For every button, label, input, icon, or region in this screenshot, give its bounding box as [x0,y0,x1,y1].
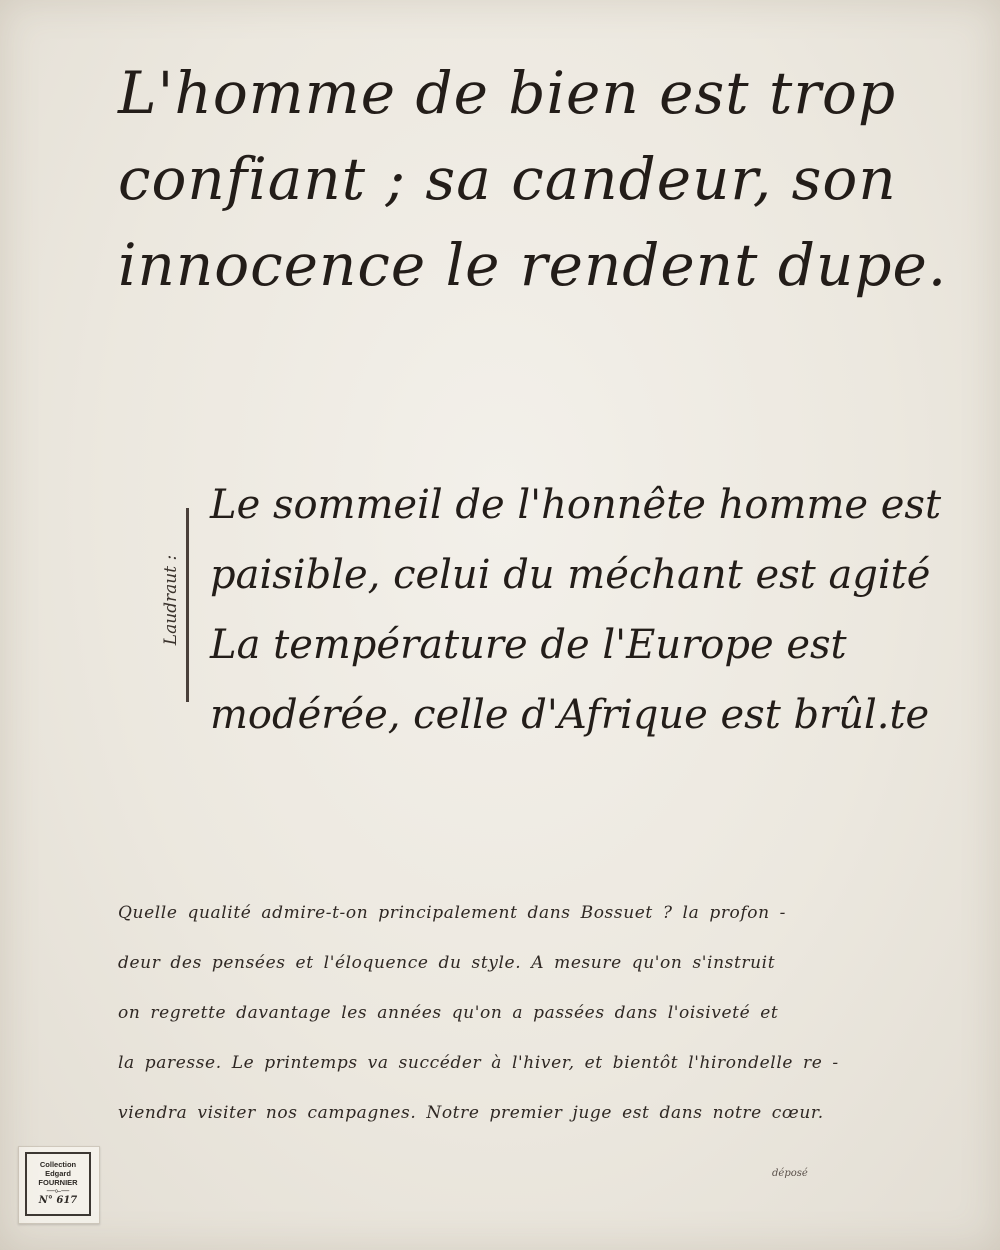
medium-script-block [210,470,942,750]
large-script-block [118,50,948,308]
stamp-ornament-icon: —⟜— [46,1186,70,1195]
medium-script-line: La température de l'Europe est [210,622,847,668]
side-rule-divider [186,508,189,702]
stamp-collection-label: Collection [39,1160,77,1169]
large-script-line: confiant ; sa candeur, son [118,145,897,213]
large-script-line: innocence le rendent dupe. [118,231,948,299]
depose-mark: déposé [772,1168,808,1179]
collection-stamp [18,1146,100,1224]
small-cursive-line: on regrette davantage les années qu'on a passées dans l'oisiveté et [118,1003,779,1023]
small-cursive-line: Quelle qualité admire-t-on principalement dans Bossuet ? la profon - [118,903,786,923]
large-script-line: L'homme de bien est trop [118,59,897,127]
stamp-number: N° 617 [38,1195,78,1206]
stamp-first-name: Edgard [45,1169,71,1178]
small-cursive-line: viendra visiter nos campagnes. Notre premier juge est dans notre cœur. [118,1103,824,1123]
medium-script-line: modérée, celle d'Afrique est brûl.te [210,692,930,738]
medium-script-line: paisible, celui du méchant est agité [210,552,931,598]
small-cursive-line: deur des pensées et l'éloquence du style. A mesure qu'on s'instruit [118,953,776,973]
small-cursive-paragraph [118,888,878,1138]
stamp-last-name: FOURNIER [38,1178,78,1187]
small-cursive-line: la paresse. Le printemps va succéder à l'hiver, et bientôt l'hirondelle re - [118,1053,839,1073]
medium-script-line: Le sommeil de l'honnête homme est [210,482,942,528]
side-label: Laudraut : [161,554,182,646]
stamp-frame [25,1152,91,1216]
